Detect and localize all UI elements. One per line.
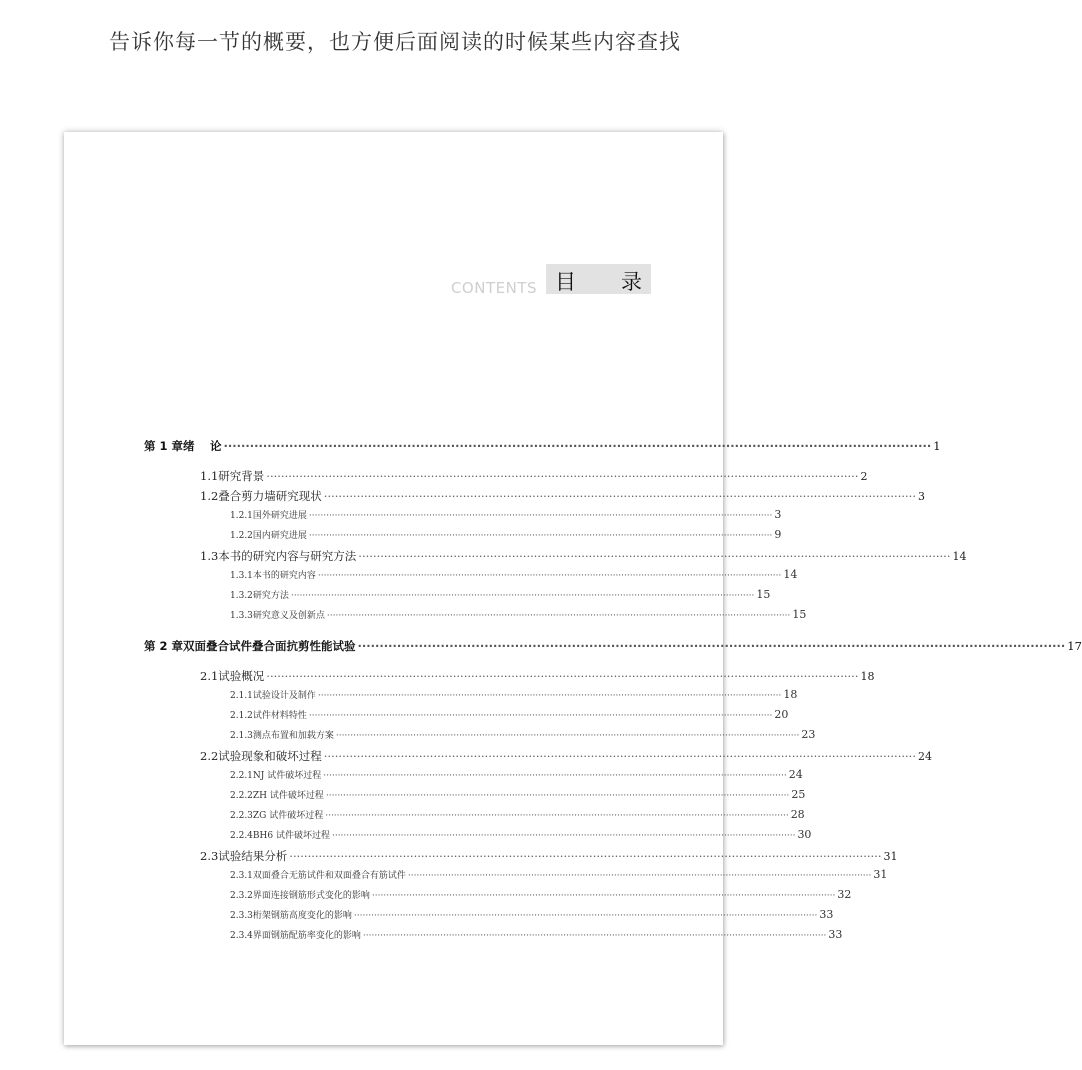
subsection-title: 界面钢筋配筋率变化的影响 [252,931,361,941]
subsection-number: 2.3.4 [230,931,253,941]
toc-subsection-row[interactable] [230,568,798,586]
section-number: 1.3 [200,549,219,563]
toc-chapter-row[interactable] [144,438,941,456]
section-number: 1.2 [200,489,219,503]
dot-leader: ·································································································································································· [289,849,882,863]
subsection-number: 1.3.2 [230,591,253,601]
subsection-title: 桁架钢筋高度变化的影响 [252,911,352,921]
page-number: 32 [837,888,852,901]
page-number: 24 [918,750,932,763]
dot-leader: ·································································································································································· [308,711,773,721]
toc-subsection-row[interactable] [230,788,806,806]
page-number: 15 [792,608,807,621]
toc-subsection-row[interactable] [230,908,834,926]
toc-subsection-row[interactable] [230,688,798,706]
subsection-number: 1.2.2 [230,531,253,541]
page-number: 9 [774,528,782,541]
dot-leader: ·································································································································································· [407,871,872,881]
page-number: 30 [797,828,812,841]
page-number: 31 [873,868,888,881]
page-number: 20 [774,708,789,721]
page-number: 23 [801,728,816,741]
subsection-title: BH6 试件破坏过程 [252,831,330,841]
toc-subsection-row[interactable] [230,828,812,846]
dot-leader: ·································································································································································· [317,571,782,581]
toc-subsection-row[interactable] [230,808,805,826]
section-number: 2.2 [200,749,219,763]
subsection-number: 2.3.3 [230,911,253,921]
dot-leader: ·································································································································································· [357,639,1066,653]
dot-leader: ·································································································································································· [290,591,755,601]
page-number: 25 [791,788,806,801]
subsection-title: NJ 试件破坏过程 [252,771,322,781]
dot-leader: ·································································································································································· [266,669,859,683]
subsection-title: 研究意义及创新点 [252,611,325,621]
subsection-number: 2.1.3 [230,731,253,741]
toc-heading-char-2: 录 [621,270,642,294]
page-number: 33 [819,908,834,921]
dot-leader: ·································································································································································· [323,749,916,763]
dot-leader: ·································································································································································· [353,911,818,921]
page-number: 14 [952,550,967,563]
section-title: 叠合剪力墙研究现状 [218,489,322,503]
dot-leader: ·································································································································································· [371,891,836,901]
toc-section-row[interactable] [200,848,898,866]
contents-label: CONTENTS [450,279,537,297]
toc-section-row[interactable] [200,748,932,766]
section-title: 试验现象和破坏过程 [218,749,322,763]
chapter-number: 第 1 章 [144,439,184,453]
section-number: 1.1 [200,469,219,483]
toc-subsection-row[interactable] [230,588,771,606]
toc-section-row[interactable] [200,468,868,486]
toc-subsection-row[interactable] [230,528,782,546]
toc-section-row[interactable] [200,548,967,566]
subsection-title: 国内研究进展 [252,531,307,541]
dot-leader: ·································································································································································· [223,439,932,453]
toc-subsection-row[interactable] [230,768,803,786]
toc-subsection-row[interactable] [230,508,782,526]
dot-leader: ·································································································································································· [308,511,773,521]
section-title: 本书的研究内容与研究方法 [218,549,357,563]
dot-leader: ·································································································································································· [326,611,791,621]
dot-leader: ·································································································································································· [331,831,796,841]
subsection-number: 1.2.1 [230,511,253,521]
toc-heading-box [546,264,651,294]
chapter-title: 双面叠合试件叠合面抗剪性能试验 [183,639,356,653]
dot-leader: ·································································································································································· [266,469,859,483]
subsection-number: 2.2.4 [230,831,253,841]
toc-subsection-row[interactable] [230,928,843,946]
toc-section-row[interactable] [200,668,875,686]
toc-subsection-row[interactable] [230,888,852,906]
dot-leader: ·································································································································································· [358,549,951,563]
page-number: 3 [774,508,782,521]
toc-heading-char-1: 目 [555,270,576,294]
page-number: 15 [756,588,771,601]
page-number: 18 [783,688,798,701]
subsection-title: ZG 试件破坏过程 [252,811,324,821]
dot-leader: ·································································································································································· [308,531,773,541]
toc-section-row[interactable] [200,488,925,506]
page-number: 18 [860,670,875,683]
toc-subsection-row[interactable] [230,708,789,726]
page-number: 33 [828,928,843,941]
page-number: 3 [918,490,925,503]
chapter-number: 第 2 章 [144,639,184,653]
page-number: 1 [933,439,941,453]
subsection-number: 2.1.1 [230,691,253,701]
page-number: 24 [788,768,803,781]
chapter-title: 绪 论 [183,439,222,453]
page-number: 2 [860,470,868,483]
page-caption: 告诉你每一节的概要，也方便后面阅读的时候某些内容查找 [109,30,681,54]
subsection-number: 1.3.3 [230,611,253,621]
dot-leader: ·································································································································································· [362,931,827,941]
subsection-number: 2.3.2 [230,891,253,901]
subsection-number: 1.3.1 [230,571,253,581]
dot-leader: ·································································································································································· [325,791,790,801]
subsection-number: 2.2.2 [230,791,253,801]
book-page [64,132,1082,1045]
subsection-title: 界面连接钢筋形式变化的影响 [252,891,370,901]
dot-leader: ·································································································································································· [325,811,789,821]
section-number: 2.3 [200,849,219,863]
toc-subsection-row[interactable] [230,868,888,886]
subsection-title: 试验设计及制作 [252,691,316,701]
page-number: 31 [883,850,898,863]
toc-chapter-row[interactable] [144,638,1082,656]
dot-leader: ·································································································································································· [335,731,800,741]
section-title: 研究背景 [218,469,265,483]
dot-leader: ·································································································································································· [317,691,782,701]
subsection-number: 2.1.2 [230,711,253,721]
section-number: 2.1 [200,669,219,683]
page-number: 17 [1067,639,1082,653]
toc-subsection-row[interactable] [230,728,816,746]
section-title: 试验概况 [218,669,265,683]
subsection-title: ZH 试件破坏过程 [252,791,324,801]
subsection-title: 本书的研究内容 [252,571,316,581]
dot-leader: ·································································································································································· [323,771,787,781]
page-number: 14 [783,568,798,581]
subsection-title: 研究方法 [252,591,289,601]
section-title: 试验结果分析 [218,849,288,863]
subsection-title: 试件材料特性 [252,711,307,721]
subsection-number: 2.3.1 [230,871,253,881]
subsection-title: 国外研究进展 [252,511,307,521]
subsection-number: 2.2.1 [230,771,253,781]
toc-subsection-row[interactable] [230,608,807,626]
dot-leader: ·································································································································································· [323,489,916,503]
subsection-title: 测点布置和加载方案 [252,731,334,741]
page-number: 28 [790,808,805,821]
subsection-number: 2.2.3 [230,811,253,821]
subsection-title: 双面叠合无筋试件和双面叠合有筋试件 [252,871,406,881]
